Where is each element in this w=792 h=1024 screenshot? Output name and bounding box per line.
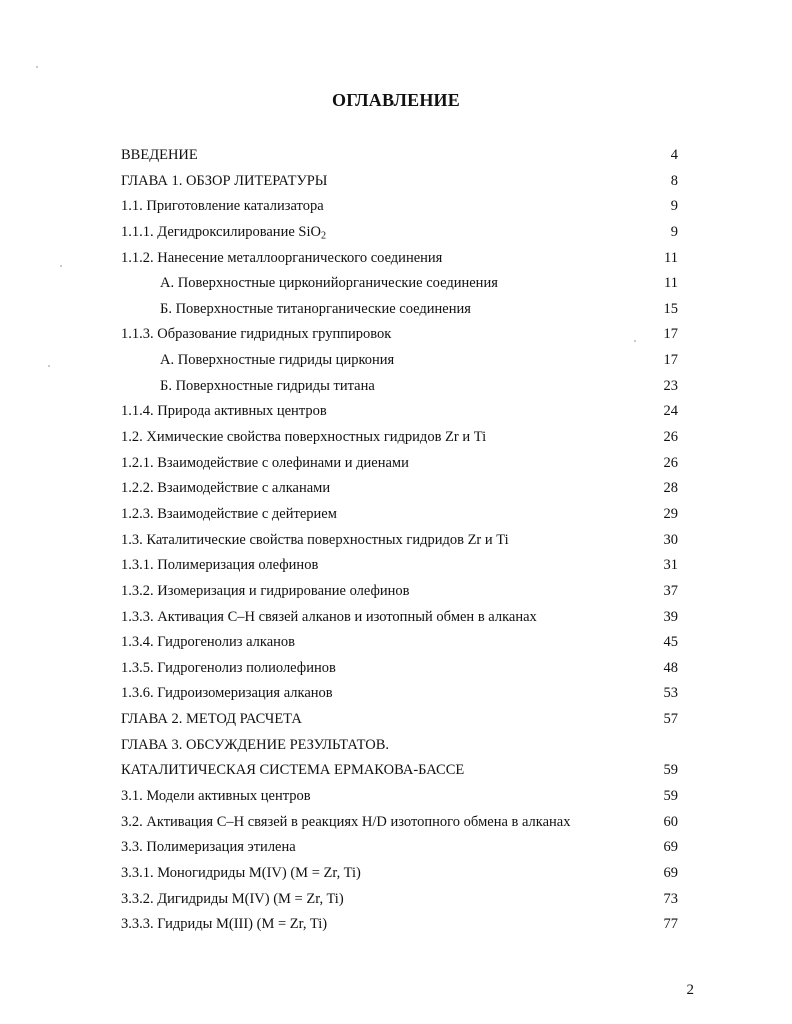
toc-entry — [0, 861, 792, 887]
toc-entry-label: ГЛАВА 1. ОБЗОР ЛИТЕРАТУРЫ — [121, 172, 328, 189]
toc-entry-label: 3.1. Модели активных центров — [121, 788, 311, 805]
toc-entry-page: 26 — [663, 429, 678, 446]
toc-entry-page: 48 — [663, 659, 678, 676]
toc-entry-page: 11 — [664, 275, 678, 292]
toc-entry-page: 53 — [663, 685, 678, 702]
toc-entry — [0, 476, 792, 502]
toc-entry-label: 1.3.6. Гидроизомеризация алканов — [121, 685, 333, 702]
toc-entry-page: 59 — [663, 762, 678, 779]
toc-entry-label: 3.3.3. Гидриды M(III) (M = Zr, Ti) — [121, 916, 328, 933]
toc-entry — [0, 810, 792, 836]
toc-entry — [0, 579, 792, 605]
toc-entry — [0, 374, 792, 400]
toc-entry — [0, 322, 792, 348]
toc-entry-label: 3.3.2. Дигидриды M(IV) (M = Zr, Ti) — [121, 890, 344, 907]
toc-entry-label: 1.1.4. Природа активных центров — [121, 403, 327, 420]
toc-entry — [0, 681, 792, 707]
toc-entry-label: 1.3.2. Изомеризация и гидрирование олефинов — [121, 582, 410, 599]
toc-entry-label: 1.1.3. Образование гидридных группировок — [121, 326, 392, 343]
toc-entry-page: 17 — [663, 352, 678, 369]
toc-entry-label: 1.1. Приготовление катализатора — [121, 198, 324, 215]
toc-entry-page: 26 — [663, 454, 678, 471]
toc-entry-label: 1.2. Химические свойства поверхностных гидридов Zr и Ti — [121, 429, 487, 446]
toc-entry — [0, 912, 792, 938]
toc-entry-page: 29 — [663, 505, 678, 522]
toc-entry-label: 3.3. Полимеризация этилена — [121, 839, 296, 856]
toc-entry-page: 4 — [670, 147, 678, 163]
toc-entry — [0, 143, 792, 169]
toc-entry-label: КАТАЛИТИЧЕСКАЯ СИСТЕМА ЕРМАКОВА-БАССЕ — [121, 762, 465, 779]
toc-entry-page: 30 — [663, 531, 678, 548]
toc-entry — [0, 656, 792, 682]
toc-entry — [0, 630, 792, 656]
toc-entry-page: 37 — [663, 582, 678, 599]
toc-entry — [0, 835, 792, 861]
toc-entry — [0, 220, 792, 246]
toc-entry-page: 23 — [663, 377, 678, 394]
toc-entry-label: 1.2.1. Взаимодействие с олефинами и диенами — [121, 454, 409, 471]
toc-entry-label: ВВЕДЕНИЕ — [121, 147, 198, 163]
toc-entry-label: 1.3.3. Активация С–Н связей алканов и изотопный обмен в алканах — [121, 608, 537, 625]
toc-entry-page: 77 — [663, 916, 678, 933]
toc-entry-page: 17 — [663, 326, 678, 343]
toc-entry — [0, 451, 792, 477]
toc-entry-page: 8 — [670, 172, 678, 189]
toc-entry-page: 15 — [663, 300, 678, 317]
toc-entry — [0, 194, 792, 220]
toc-entry-label: 3.2. Активация С–Н связей в реакциях H/D изотопного обмена в алканах — [121, 813, 571, 830]
toc-entry-label: ГЛАВА 3. ОБСУЖДЕНИЕ РЕЗУЛЬТАТОВ. — [121, 736, 390, 753]
toc-entry — [0, 887, 792, 913]
toc-entry-page: 69 — [663, 839, 678, 856]
toc-entry-page: 57 — [663, 711, 678, 728]
toc-entry-label: А. Поверхностные гидриды циркония — [160, 352, 395, 369]
table-of-contents — [0, 143, 792, 938]
scan-speck — [36, 66, 38, 68]
page-title: ОГЛАВЛЕНИЕ — [332, 90, 460, 110]
toc-entry — [0, 553, 792, 579]
toc-entry-page: 9 — [670, 223, 678, 240]
toc-entry — [0, 605, 792, 631]
scan-speck — [48, 365, 50, 367]
toc-entry-label: Б. Поверхностные гидриды титана — [160, 377, 375, 394]
toc-entry-page: 24 — [663, 403, 678, 420]
toc-entry-label: 1.1.2. Нанесение металлоорганического соединения — [121, 249, 443, 266]
toc-entry-page: 9 — [670, 198, 678, 215]
page-number: 2 — [686, 982, 694, 998]
toc-entry — [0, 399, 792, 425]
toc-entry-label: 3.3.1. Моногидриды M(IV) (M = Zr, Ti) — [121, 864, 361, 881]
toc-entry-page: 73 — [663, 890, 678, 907]
toc-entry-label: А. Поверхностные цирконийорганические соединения — [160, 275, 498, 292]
toc-entry-label: 1.3.1. Полимеризация олефинов — [121, 557, 319, 574]
toc-entry — [0, 297, 792, 323]
toc-entry-label: 1.3.4. Гидрогенолиз алканов — [121, 634, 295, 651]
toc-entry — [0, 502, 792, 528]
toc-entry — [0, 246, 792, 272]
toc-entry — [0, 784, 792, 810]
toc-entry-label: Б. Поверхностные титанорганические соединения — [160, 300, 471, 317]
toc-entry-page: 11 — [664, 249, 678, 266]
toc-entry-label: ГЛАВА 2. МЕТОД РАСЧЕТА — [121, 711, 302, 728]
toc-entry-page: 60 — [663, 813, 678, 830]
toc-entry-label: 1.3. Каталитические свойства поверхностных гидридов Zr и Ti — [121, 531, 509, 548]
toc-entry-page: 31 — [663, 557, 678, 574]
toc-entry-page: 69 — [663, 864, 678, 881]
toc-entry-page: 39 — [663, 608, 678, 625]
toc-entry-label-wrap — [121, 220, 326, 246]
toc-entry-page: 28 — [663, 480, 678, 497]
toc-entry — [0, 425, 792, 451]
toc-entry-page: 59 — [663, 788, 678, 805]
toc-entry — [0, 707, 792, 733]
toc-entry — [0, 528, 792, 554]
toc-entry — [0, 758, 792, 784]
toc-entry — [0, 271, 792, 297]
toc-entry-label: 1.3.5. Гидрогенолиз полиолефинов — [121, 659, 336, 676]
toc-entry — [0, 348, 792, 374]
scan-speck — [60, 265, 62, 267]
toc-entry-subscript: 2 — [320, 230, 327, 242]
toc-entry-page: 45 — [663, 634, 678, 651]
toc-entry-label: 1.1.1. Дегидроксилирование SiO — [121, 223, 321, 240]
toc-entry-label: 1.2.2. Взаимодействие с алканами — [121, 480, 331, 497]
toc-entry — [0, 733, 792, 759]
scan-speck — [634, 340, 636, 342]
toc-entry — [0, 169, 792, 195]
toc-entry-label: 1.2.3. Взаимодействие с дейтерием — [121, 505, 337, 522]
